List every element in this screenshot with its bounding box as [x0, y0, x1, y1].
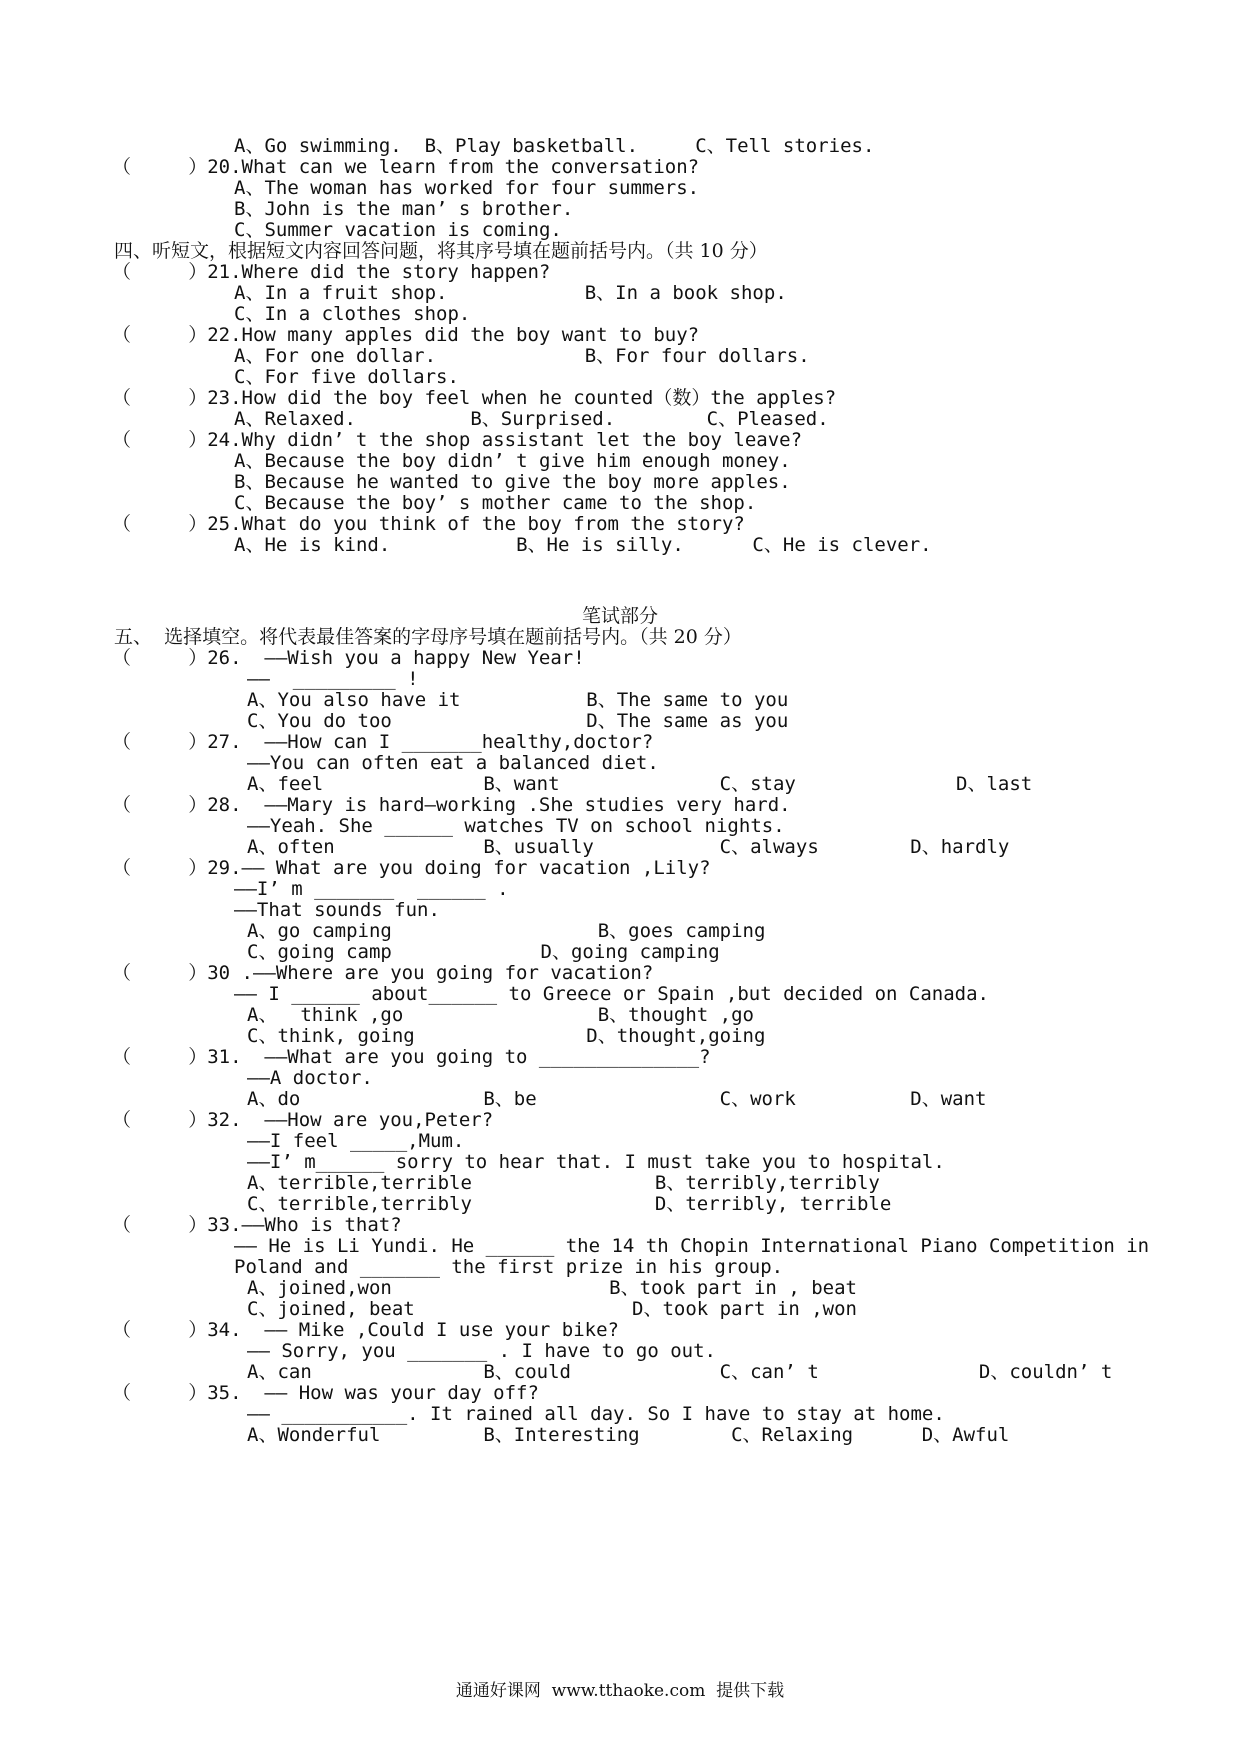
q28-reply: ——Yeah. She ______ watches TV on school nights.	[247, 815, 785, 837]
q35-reply: —— ___________. It rained all day. So I have to stay at home.	[247, 1403, 945, 1425]
q32-options-ab: A、terrible,terrible B、terribly,terribly	[247, 1172, 880, 1194]
q33-options-ab: A、joined,won B、took part in , beat	[247, 1277, 857, 1299]
q21-stem: （ ）21.Where did the story happen?	[112, 261, 551, 283]
q23-stem: （ ）23.How did the boy feel when he counted（数）the apples?	[112, 387, 837, 409]
q29-response: ——That sounds fun.	[234, 899, 440, 921]
q25-options: A、He is kind. B、He is silly. C、He is clever.	[234, 534, 932, 556]
q33-reply: —— He is Li Yundi. He ______ the 14 th Chopin International Piano Competition in	[234, 1235, 1150, 1257]
q28-stem: （ ）28. ——Mary is hard—working .She studies very hard.	[112, 794, 791, 816]
q33-options-cd: C、joined, beat D、took part in ,won	[247, 1298, 857, 1320]
q25-stem: （ ）25.What do you think of the boy from the story?	[112, 513, 745, 535]
q24-option-a: A、Because the boy didn’ t give him enough money.	[234, 450, 791, 472]
q27-options: A、feel B、want C、stay D、last	[247, 773, 1033, 795]
q31-reply: ——A doctor.	[247, 1067, 373, 1089]
q32-options-cd: C、terrible,terribly D、terribly, terrible	[247, 1193, 892, 1215]
q33-stem: （ ）33.——Who is that?	[112, 1214, 402, 1236]
q29-options-cd: C、going camp D、going camping	[247, 941, 720, 963]
section-5-heading: 五、 选择填空。将代表最佳答案的字母序号填在题前括号内。（共 20 分）	[114, 626, 742, 648]
q20-option-b: B、John is the man’ s brother.	[234, 198, 574, 220]
q30-options-ab: A、 think ,go B、thought ,go	[247, 1004, 754, 1026]
q26-options-ab: A、You also have it B、The same to you	[247, 689, 789, 711]
q31-stem: （ ）31. ——What are you going to ______________?	[112, 1046, 711, 1068]
q30-options-cd: C、think, going D、thought,going	[247, 1025, 766, 1047]
written-section-title: 笔试部分	[581, 605, 658, 627]
q26-options-cd: C、You do too D、The same as you	[247, 710, 789, 732]
page-footer: 通通好课网 www.tthaoke.com 提供下载	[455, 1681, 785, 1701]
q30-stem: （ ）30 .——Where are you going for vacation?	[112, 962, 654, 984]
q19-options: A、Go swimming. B、Play basketball. C、Tell stories.	[234, 135, 875, 157]
q32-reply: ——I feel _____,Mum.	[247, 1130, 465, 1152]
section-4-heading: 四、听短文，根据短文内容回答问题，将其序号填在题前括号内。（共 10 分）	[114, 240, 768, 262]
q22-option-c: C、For five dollars.	[234, 366, 459, 388]
q22-options-ab: A、For one dollar. B、For four dollars.	[234, 345, 810, 367]
q33-reply-continued: Poland and _______ the first prize in his group.	[234, 1256, 784, 1278]
q29-options-ab: A、go camping B、goes camping	[247, 920, 766, 942]
q30-reply: —— I ______ about______ to Greece or Spain ,but decided on Canada.	[234, 983, 989, 1005]
q24-option-c: C、Because the boy’ s mother came to the shop.	[234, 492, 757, 514]
q24-stem: （ ）24.Why didn’ t the shop assistant let the boy leave?	[112, 429, 803, 451]
q22-stem: （ ）22.How many apples did the boy want to buy?	[112, 324, 700, 346]
q26-reply: —— _________ !	[247, 668, 419, 690]
q32-response: ——I’ m______ sorry to hear that. I must take you to hospital.	[247, 1151, 945, 1173]
q32-stem: （ ）32. ——How are you,Peter?	[112, 1109, 494, 1131]
q24-option-b: B、Because he wanted to give the boy more apples.	[234, 471, 791, 493]
q35-options: A、Wonderful B、Interesting C、Relaxing D、Awful	[247, 1424, 1010, 1446]
q20-option-a: A、The woman has worked for four summers.	[234, 177, 700, 199]
q28-options: A、often B、usually C、always D、hardly	[247, 836, 1010, 858]
q29-stem: （ ）29.—— What are you doing for vacation ,Lily?	[112, 857, 711, 879]
q20-stem: （ ）20.What can we learn from the conversation?	[112, 156, 700, 178]
q34-reply: —— Sorry, you _______ . I have to go out.	[247, 1340, 716, 1362]
q34-stem: （ ）34. —— Mike ,Could I use your bike?	[112, 1319, 619, 1341]
q21-option-c: C、In a clothes shop.	[234, 303, 471, 325]
q27-stem: （ ）27. ——How can I _______healthy,doctor?	[112, 731, 654, 753]
q23-options: A、Relaxed. B、Surprised. C、Pleased.	[234, 408, 829, 430]
q29-reply: ——I’ m _______ ______ .	[234, 878, 509, 900]
q20-option-c: C、Summer vacation is coming.	[234, 219, 562, 241]
q27-reply: ——You can often eat a balanced diet.	[247, 752, 659, 774]
q34-options: A、can B、could C、can’ t D、couldn’ t	[247, 1361, 1113, 1383]
q35-stem: （ ）35. —— How was your day off?	[112, 1382, 539, 1404]
q31-options: A、do B、be C、work D、want	[247, 1088, 987, 1110]
q21-options-ab: A、In a fruit shop. B、In a book shop.	[234, 282, 787, 304]
q26-stem: （ ）26. ——Wish you a happy New Year!	[112, 647, 585, 669]
